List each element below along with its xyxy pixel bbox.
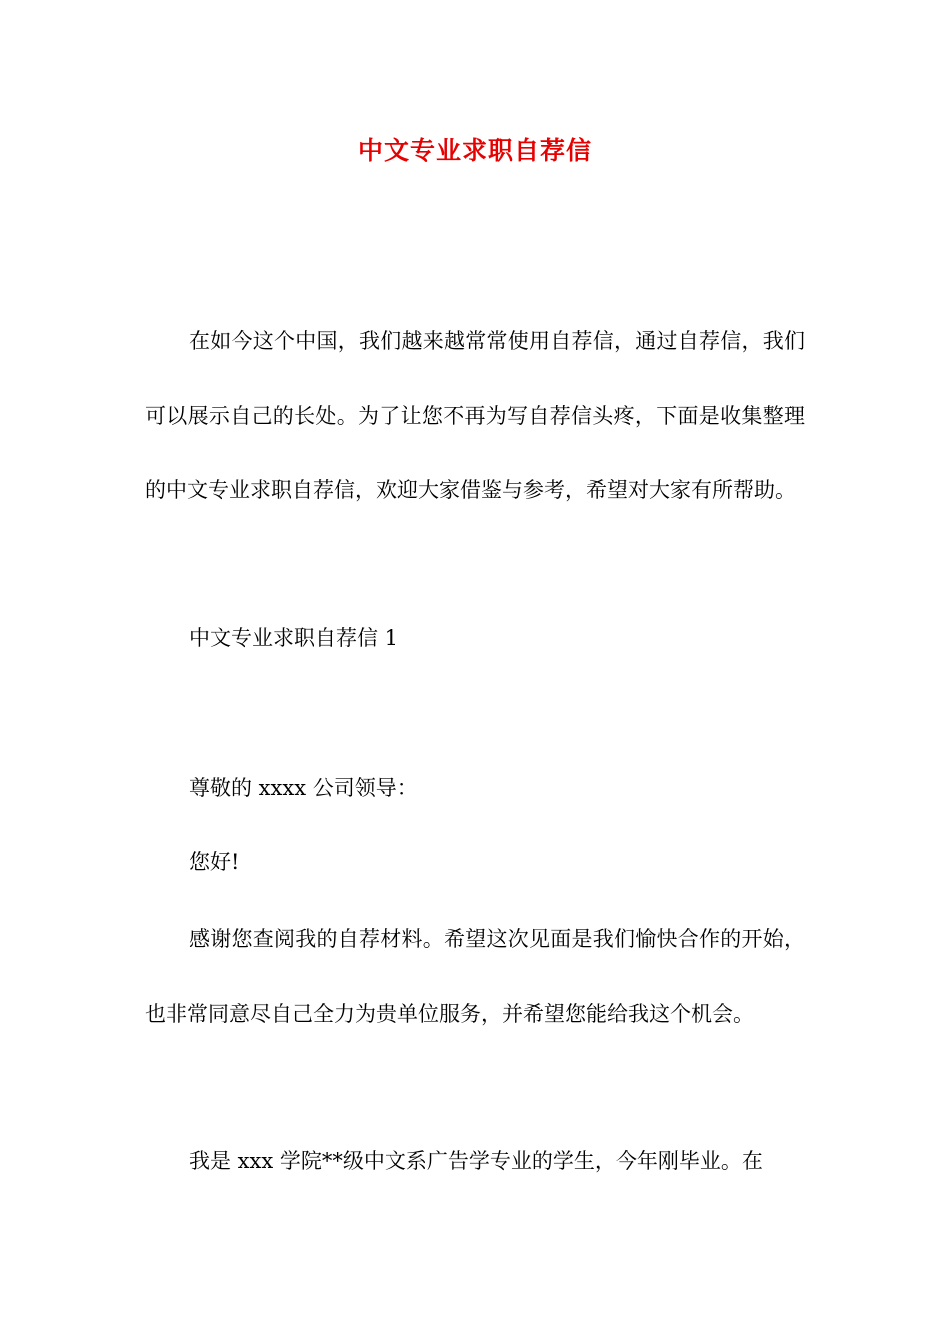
body-paragraph-1: 感谢您查阅我的自荐材料。希望这次见面是我们愉快合作的开始，也非常同意尽自己全力为贵单位服务，并希望您能给我这个机会。 xyxy=(145,927,805,1026)
document-title: 中文专业求职自荐信 xyxy=(357,136,592,165)
salutation: 尊敬的 xxxx 公司领导： xyxy=(189,776,418,800)
greeting: 您好! xyxy=(189,850,240,874)
body-paragraph-2: 我是 xxx 学院**级中文系广告学专业的学生，今年刚毕业。在 xyxy=(189,1149,763,1173)
section-heading: 中文专业求职自荐信 1 xyxy=(189,626,399,650)
intro-paragraph: 在如今这个中国，我们越来越常常使用自荐信，通过自荐信，我们可以展示自己的长处。为了让您不再为写自荐信头疼，下面是收集整理的中文专业求职自荐信，欢迎大家借鉴与参考，希望对大家有所帮助。 xyxy=(145,329,805,502)
